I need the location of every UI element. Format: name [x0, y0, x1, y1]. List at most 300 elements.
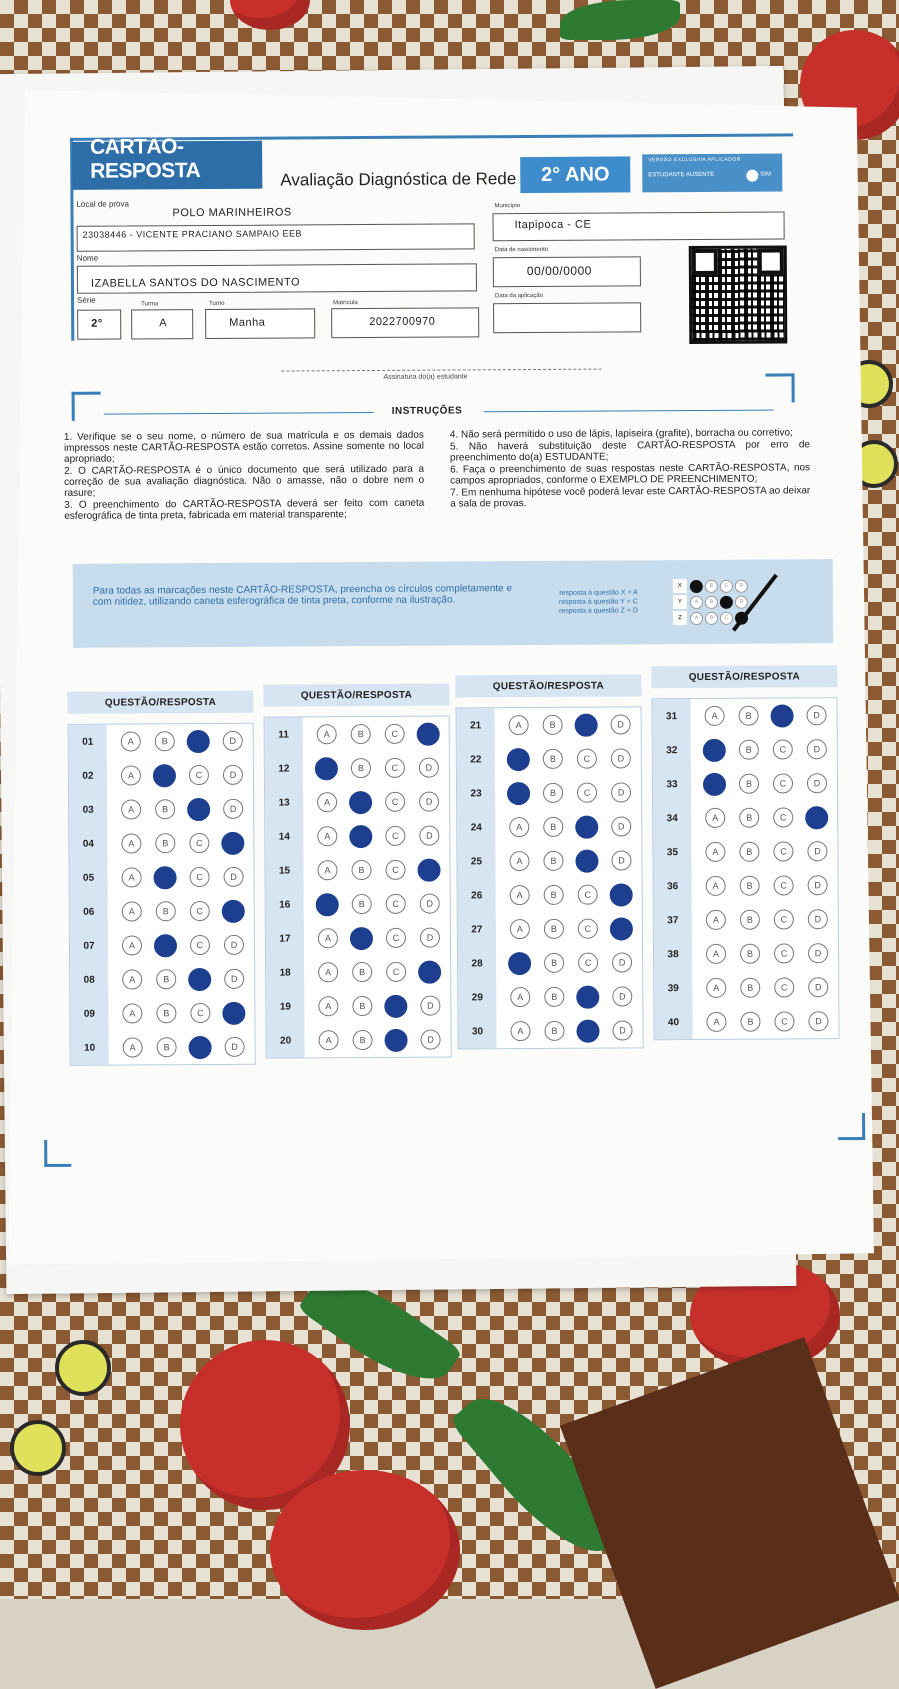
- answer-bubble-a[interactable]: [703, 772, 726, 795]
- answer-block-body: [651, 697, 839, 1040]
- answer-bubble-a[interactable]: A: [510, 919, 530, 939]
- answer-bubble-b[interactable]: [153, 866, 176, 889]
- answer-bubble-a[interactable]: A: [122, 1003, 142, 1023]
- absent-checkbox[interactable]: [746, 170, 758, 182]
- question-number: 23: [470, 787, 482, 799]
- answer-bubble-c[interactable]: [576, 985, 599, 1008]
- answer-bubble-c[interactable]: C: [385, 724, 405, 744]
- question-row: [458, 979, 642, 1014]
- answer-bubble-d[interactable]: D: [420, 928, 440, 948]
- answer-bubble-b[interactable]: B: [739, 842, 759, 862]
- answer-bubble-a[interactable]: A: [705, 808, 725, 828]
- qr-code: [689, 245, 788, 344]
- answer-bubble-b[interactable]: B: [739, 706, 759, 726]
- answer-bubble-c[interactable]: [187, 797, 210, 820]
- example-row-key: Z: [673, 611, 687, 625]
- answer-bubble-a[interactable]: A: [121, 833, 141, 853]
- answer-bubble-b[interactable]: B: [739, 774, 759, 794]
- question-number: 25: [470, 855, 483, 867]
- frame-corner-tl: [72, 392, 101, 421]
- instruction-2: 2. O CARTÃO-RESPOSTA é o único documento que será utilizado para a correção de sua avaliação diagnóstica. Não o amasse, não o dobre nem o rasure;: [64, 463, 425, 499]
- answer-bubble-d[interactable]: [610, 883, 633, 906]
- question-number: 28: [471, 957, 483, 969]
- answer-block: [455, 674, 643, 1049]
- lemon-print: [10, 1420, 66, 1476]
- question-number: 38: [667, 948, 679, 960]
- answer-bubble-a[interactable]: A: [706, 944, 726, 964]
- answer-bubble-a[interactable]: A: [121, 765, 141, 785]
- answer-bubble-c[interactable]: C: [773, 841, 793, 861]
- answer-bubble-a[interactable]: A: [122, 867, 142, 887]
- local-value: POLO MARINHEIROS: [172, 206, 292, 220]
- turno-label: Turno: [209, 300, 225, 307]
- answer-bubble-a[interactable]: A: [509, 715, 529, 735]
- answer-bubble-a[interactable]: A: [317, 860, 337, 880]
- example-bubble-c: C: [720, 611, 733, 624]
- answer-bubble-b[interactable]: B: [543, 783, 563, 803]
- example-bubble-b: B: [705, 611, 718, 624]
- answer-bubble-d[interactable]: D: [419, 758, 439, 778]
- answer-bubble-d[interactable]: D: [225, 1037, 245, 1057]
- answer-bubble-b[interactable]: B: [543, 715, 563, 735]
- example-bubble-c: [720, 595, 733, 608]
- answer-bubble-a[interactable]: A: [317, 724, 337, 744]
- question-number: 13: [278, 796, 290, 809]
- instructions-left: [64, 430, 425, 523]
- answer-bubble-b[interactable]: B: [352, 894, 372, 914]
- answer-bubble-d[interactable]: D: [808, 875, 828, 895]
- question-row: [69, 826, 253, 861]
- answer-bubble-a[interactable]: A: [317, 826, 337, 846]
- answer-bubble-c[interactable]: C: [189, 833, 209, 853]
- question-number: 27: [471, 923, 483, 935]
- answer-bubble-b[interactable]: B: [739, 740, 759, 760]
- answer-bubble-a[interactable]: A: [318, 996, 338, 1016]
- answer-bubble-d[interactable]: [417, 722, 440, 745]
- question-number: 33: [666, 778, 678, 790]
- matricula-label: Matrícula: [333, 300, 358, 307]
- answer-bubble-b[interactable]: [350, 926, 373, 949]
- answer-bubble-c[interactable]: [576, 1019, 599, 1042]
- question-number: 30: [471, 1025, 484, 1037]
- answer-bubble-b[interactable]: B: [544, 885, 564, 905]
- question-row: [457, 843, 641, 878]
- absent-panel: [642, 153, 782, 192]
- answer-bubble-c[interactable]: C: [774, 875, 794, 895]
- answer-bubble-d[interactable]: D: [420, 996, 440, 1016]
- signature-line: [281, 369, 601, 372]
- answer-bubble-a[interactable]: A: [121, 731, 141, 751]
- answer-bubble-b[interactable]: B: [155, 731, 175, 751]
- answer-bubble-a[interactable]: A: [510, 1021, 530, 1041]
- answer-block-title: QUESTÃO/RESPOSTA: [455, 674, 641, 697]
- answer-bubble-c[interactable]: C: [385, 826, 405, 846]
- question-row: [458, 911, 642, 946]
- answer-bubble-b[interactable]: B: [157, 1037, 177, 1057]
- answer-block-title: QUESTÃO/RESPOSTA: [651, 665, 837, 688]
- nome-label: Nome: [76, 253, 99, 263]
- answer-bubble-c[interactable]: C: [774, 977, 794, 997]
- answer-block-body: [68, 723, 256, 1066]
- answer-bubble-d[interactable]: [221, 831, 244, 854]
- answer-bubble-c[interactable]: [575, 815, 598, 838]
- question-number: 01: [82, 736, 94, 748]
- answer-bubble-a[interactable]: A: [318, 928, 338, 948]
- answer-bubble-a[interactable]: [507, 782, 530, 805]
- answer-bubble-c[interactable]: [188, 967, 211, 990]
- answer-bubble-d[interactable]: D: [224, 969, 244, 989]
- question-number: 12: [278, 763, 290, 775]
- legend-line: resposta à questão X = A: [559, 589, 638, 597]
- answer-bubble-b[interactable]: B: [543, 817, 563, 837]
- answer-bubble-b[interactable]: B: [351, 724, 371, 744]
- question-row: [457, 741, 641, 776]
- question-row: [265, 785, 449, 820]
- answer-bubble-a[interactable]: A: [318, 962, 338, 982]
- question-row: [266, 921, 450, 956]
- question-number: 21: [470, 719, 482, 731]
- answer-bubble-c[interactable]: C: [190, 901, 210, 921]
- answer-bubble-d[interactable]: [418, 960, 441, 983]
- fill-example-text: Para todas as marcações neste CARTÃO-RESPOSTA, preencha os círculos completamente e com nitidez, utilizando caneta esferográfica de tinta preta, conforme na ilustração.: [92, 583, 513, 608]
- question-number: 18: [279, 966, 291, 979]
- nascimento-label: Data de nascimento: [494, 246, 549, 254]
- nascimento-value: 00/00/0000: [526, 263, 592, 279]
- question-row: [457, 775, 641, 810]
- question-number: 07: [83, 940, 95, 952]
- answer-bubble-d[interactable]: D: [807, 773, 827, 793]
- question-number: 39: [667, 982, 679, 994]
- answer-bubble-a[interactable]: A: [706, 978, 726, 998]
- question-row: [654, 936, 838, 971]
- instructions-right: [450, 427, 810, 510]
- question-number: 24: [470, 821, 482, 833]
- answer-bubble-c[interactable]: C: [190, 935, 210, 955]
- answer-bubble-d[interactable]: D: [419, 792, 439, 812]
- answer-bubble-c[interactable]: C: [774, 1011, 794, 1031]
- answer-bubble-c[interactable]: C: [385, 860, 405, 880]
- question-row: [458, 945, 642, 980]
- instruction-6: 6. Faça o preenchimento de suas respostas neste CARTÃO-RESPOSTA, nos campos apropriados, conforme o EXEMPLO DE PREENCHIMENTO;: [450, 462, 811, 487]
- question-row: [71, 1030, 255, 1065]
- question-number: 16: [279, 898, 291, 911]
- legend-line: resposta à questão Y = C: [558, 598, 638, 606]
- turma-label: Turma: [141, 301, 159, 308]
- example-bubble-b: B: [705, 579, 718, 592]
- answer-bubble-d[interactable]: D: [612, 952, 632, 972]
- instructions-title: INSTRUÇÕES: [391, 405, 463, 417]
- question-row: [457, 809, 641, 844]
- answer-bubble-a[interactable]: A: [705, 842, 725, 862]
- answer-bubble-c[interactable]: [575, 849, 598, 872]
- answer-bubble-a[interactable]: A: [122, 901, 142, 921]
- question-number: 03: [82, 804, 94, 816]
- serie-label: Série: [77, 295, 96, 305]
- question-row: [653, 732, 837, 767]
- instructions-rule-left: [104, 412, 374, 415]
- answer-bubble-a[interactable]: A: [510, 987, 530, 1007]
- answer-bubble-b[interactable]: B: [351, 758, 371, 778]
- answer-bubble-b[interactable]: B: [155, 833, 175, 853]
- example-bubble-a: A: [690, 611, 703, 624]
- question-row: [265, 751, 449, 786]
- answer-bubble-d[interactable]: [222, 1001, 245, 1024]
- question-number: 31: [665, 710, 678, 722]
- answer-bubble-a[interactable]: A: [122, 935, 142, 955]
- frame-corner-bl: [44, 1140, 71, 1167]
- answer-bubble-c[interactable]: [771, 704, 794, 727]
- question-row: [654, 868, 838, 903]
- answer-bubble-c[interactable]: C: [577, 783, 597, 803]
- answer-bubble-a[interactable]: A: [122, 969, 142, 989]
- question-number: 11: [278, 729, 290, 741]
- answer-bubble-b[interactable]: B: [544, 953, 564, 973]
- answer-bubble-c[interactable]: [575, 713, 598, 736]
- answer-bubble-b[interactable]: B: [543, 749, 563, 769]
- fill-example-legend: [559, 588, 638, 615]
- absent-label: ESTUDANTE AUSENTE: [648, 171, 715, 179]
- answer-bubble-c[interactable]: C: [386, 928, 406, 948]
- question-number: 37: [667, 914, 679, 926]
- answer-bubble-d[interactable]: D: [223, 765, 243, 785]
- question-number: 32: [666, 744, 678, 756]
- aplicacao-field[interactable]: [493, 302, 641, 333]
- answer-bubble-d[interactable]: D: [808, 1011, 828, 1031]
- instruction-1: 1. Verifique se o seu nome, o número de sua matrícula e os demais dados impressos neste CARTÃO-RESPOSTA estão corretos. Assine somente no local apropriado;: [63, 429, 424, 465]
- question-row: [266, 955, 450, 990]
- answer-bubble-b[interactable]: B: [156, 969, 176, 989]
- answer-bubble-a[interactable]: A: [123, 1037, 143, 1057]
- question-number: 10: [84, 1042, 96, 1054]
- answer-bubble-c[interactable]: C: [773, 807, 793, 827]
- answer-bubble-d[interactable]: D: [611, 850, 631, 870]
- answer-bubble-c[interactable]: C: [578, 885, 598, 905]
- answer-bubble-d[interactable]: D: [420, 894, 440, 914]
- answer-bubble-c[interactable]: C: [578, 953, 598, 973]
- question-number: 34: [666, 812, 678, 824]
- answer-bubble-a[interactable]: A: [319, 1030, 339, 1050]
- answer-bubble-c[interactable]: C: [577, 749, 597, 769]
- answer-bubble-c[interactable]: C: [386, 894, 406, 914]
- answer-bubble-a[interactable]: [316, 893, 339, 916]
- answer-bubble-c[interactable]: C: [385, 792, 405, 812]
- answer-bubble-a[interactable]: A: [510, 885, 530, 905]
- answer-bubble-b[interactable]: B: [352, 962, 372, 982]
- example-bubble-d: D: [735, 595, 748, 608]
- answer-bubble-d[interactable]: D: [224, 867, 244, 887]
- answer-bubble-d[interactable]: D: [611, 782, 631, 802]
- answer-bubble-c[interactable]: [189, 1035, 212, 1058]
- answer-bubble-b[interactable]: B: [156, 901, 176, 921]
- answer-bubble-c[interactable]: C: [190, 1003, 210, 1023]
- question-row: [266, 887, 450, 922]
- question-row: [458, 877, 642, 912]
- question-number: 26: [471, 889, 483, 901]
- answer-bubble-a[interactable]: [315, 757, 338, 780]
- answer-bubble-a[interactable]: A: [509, 817, 529, 837]
- instructions-rule-right: [484, 410, 774, 413]
- answer-bubble-b[interactable]: B: [351, 860, 371, 880]
- answer-bubble-a[interactable]: A: [121, 799, 141, 819]
- instruction-5: 5. Não haverá substituição deste CARTÃO-RESPOSTA por erro de preenchimento do(a) ESTUDANTE;: [449, 439, 810, 464]
- tomato-print: [270, 1470, 460, 1630]
- absent-panel-header: VERSÃO EXCLUSIVA APLICADOR: [648, 156, 741, 164]
- answer-bubble-a[interactable]: A: [705, 706, 725, 726]
- answer-bubble-d[interactable]: D: [808, 909, 828, 929]
- answer-bubble-d[interactable]: D: [611, 816, 631, 836]
- answer-bubble-b[interactable]: [349, 824, 372, 847]
- answer-bubble-a[interactable]: A: [706, 876, 726, 896]
- answer-bubble-b[interactable]: [349, 790, 372, 813]
- example-row: [673, 594, 750, 610]
- question-row: [653, 766, 837, 801]
- question-number: 35: [666, 846, 679, 858]
- answer-block-title: QUESTÃO/RESPOSTA: [67, 691, 253, 714]
- answer-bubble-b[interactable]: B: [740, 978, 760, 998]
- grade-badge: 2° ANO: [520, 156, 630, 193]
- municipio-label: Município: [494, 203, 521, 210]
- frame-corner-tr: [766, 373, 795, 402]
- answer-bubble-a[interactable]: [508, 952, 531, 975]
- answer-bubble-d[interactable]: [222, 899, 245, 922]
- question-row: [653, 800, 837, 835]
- question-row: [265, 819, 449, 854]
- question-number: 40: [667, 1016, 680, 1028]
- question-row: [70, 928, 254, 963]
- example-bubble-a: [690, 579, 703, 592]
- answer-bubble-d[interactable]: D: [612, 1020, 632, 1040]
- example-bubble-b: B: [705, 595, 718, 608]
- answer-bubble-b[interactable]: B: [739, 808, 759, 828]
- question-number: 22: [470, 753, 482, 765]
- answer-block: [263, 684, 451, 1059]
- answer-bubble-c[interactable]: C: [190, 867, 210, 887]
- answer-bubble-c[interactable]: C: [385, 758, 405, 778]
- answer-bubble-d[interactable]: D: [807, 841, 827, 861]
- question-number: 36: [667, 880, 679, 892]
- question-row: [458, 1013, 642, 1048]
- answer-bubble-a[interactable]: [507, 748, 530, 771]
- answer-bubble-b[interactable]: B: [740, 876, 760, 896]
- frame-corner-br: [838, 1113, 865, 1140]
- brand-label: CARTÃO-RESPOSTA: [72, 141, 262, 190]
- answer-bubble-d[interactable]: D: [611, 714, 631, 734]
- answer-bubble-b[interactable]: B: [155, 799, 175, 819]
- question-row: [69, 792, 253, 827]
- answer-bubble-d[interactable]: [805, 806, 828, 829]
- answer-block: [67, 691, 255, 1066]
- answer-bubble-c[interactable]: C: [774, 943, 794, 963]
- instruction-3: 3. O preenchimento do CARTÃO-RESPOSTA deverá ser feito com caneta esferográfica de tinta preta, fabricada em material transparente;: [64, 497, 425, 522]
- question-number: 17: [279, 932, 291, 945]
- example-row-key: X: [673, 579, 687, 593]
- answer-bubble-d[interactable]: D: [419, 826, 439, 846]
- answer-bubble-c[interactable]: C: [189, 765, 209, 785]
- answer-bubble-b[interactable]: [153, 764, 176, 787]
- answer-bubble-a[interactable]: A: [317, 792, 337, 812]
- question-row: [652, 698, 836, 733]
- example-bubble-d: D: [735, 579, 748, 592]
- absent-option: SIM: [760, 171, 771, 178]
- answer-bubble-c[interactable]: C: [386, 962, 406, 982]
- answer-bubble-d[interactable]: D: [224, 935, 244, 955]
- question-row: [265, 853, 449, 888]
- answer-bubble-d[interactable]: D: [808, 977, 828, 997]
- answer-bubble-b[interactable]: B: [352, 996, 372, 1016]
- answer-bubble-b[interactable]: B: [353, 1030, 373, 1050]
- answer-bubble-b[interactable]: B: [544, 987, 564, 1007]
- fill-example-panel: [73, 559, 833, 648]
- question-number: 09: [83, 1008, 95, 1020]
- question-number: 20: [279, 1034, 292, 1047]
- aplicacao-label: Data da aplicação: [495, 292, 544, 300]
- question-number: 08: [83, 974, 95, 986]
- answer-card: [42, 125, 868, 1190]
- answer-bubble-d[interactable]: D: [808, 943, 828, 963]
- instruction-7: 7. Em nenhuma hipótese você poderá levar este CARTÃO-RESPOSTA ao deixar a sala de provas.: [450, 485, 811, 510]
- answer-bubble-c[interactable]: C: [773, 773, 793, 793]
- question-number: 19: [279, 1000, 291, 1013]
- nome-value: IZABELLA SANTOS DO NASCIMENTO: [90, 276, 301, 290]
- answer-bubble-d[interactable]: D: [807, 705, 827, 725]
- answer-bubble-d[interactable]: [610, 917, 633, 940]
- answer-bubble-d[interactable]: [417, 858, 440, 881]
- answer-bubble-b[interactable]: B: [543, 851, 563, 871]
- answer-bubble-c[interactable]: C: [774, 909, 794, 929]
- question-row: [654, 902, 838, 937]
- answer-bubble-d[interactable]: D: [223, 799, 243, 819]
- answer-bubble-b[interactable]: B: [740, 910, 760, 930]
- exam-title: Avaliação Diagnóstica de Rede: [280, 169, 517, 190]
- answer-bubble-a[interactable]: A: [706, 1012, 726, 1032]
- school-value: 23038446 - VICENTE PRACIANO SAMPAIO EEB: [82, 228, 303, 240]
- answer-bubble-c[interactable]: [384, 994, 407, 1017]
- answer-bubble-b[interactable]: B: [544, 1021, 564, 1041]
- answer-bubble-a[interactable]: A: [706, 910, 726, 930]
- answer-bubble-d[interactable]: D: [612, 986, 632, 1006]
- answer-bubble-b[interactable]: [154, 934, 177, 957]
- question-number: 06: [83, 906, 95, 918]
- answer-bubble-c[interactable]: [384, 1028, 407, 1051]
- answer-bubble-d[interactable]: D: [421, 1030, 441, 1050]
- question-number: 05: [82, 872, 95, 884]
- question-number: 15: [278, 864, 291, 877]
- answer-bubble-a[interactable]: A: [509, 851, 529, 871]
- answer-bubble-a[interactable]: [703, 738, 726, 761]
- answer-bubble-d[interactable]: D: [807, 739, 827, 759]
- answer-bubble-d[interactable]: D: [223, 731, 243, 751]
- question-row: [70, 894, 254, 929]
- lemon-print: [55, 1340, 111, 1396]
- question-row: [69, 860, 253, 895]
- answer-bubble-c[interactable]: C: [578, 919, 598, 939]
- question-row: [266, 1023, 450, 1058]
- question-row: [265, 717, 449, 752]
- instruction-4: 4. Não será permitido o uso de lápis, lapiseira (grafite), borracha ou corretivo;: [449, 427, 793, 441]
- answer-bubble-b[interactable]: B: [740, 944, 760, 964]
- answer-bubble-b[interactable]: B: [740, 1012, 760, 1032]
- answer-bubble-d[interactable]: D: [611, 748, 631, 768]
- question-number: 02: [82, 770, 94, 782]
- answer-block-body: [456, 706, 644, 1049]
- answer-bubble-b[interactable]: B: [544, 919, 564, 939]
- question-row: [457, 707, 641, 742]
- answer-bubble-b[interactable]: B: [156, 1003, 176, 1023]
- answer-bubble-c[interactable]: [187, 729, 210, 752]
- local-label: Local de prova: [76, 199, 129, 209]
- answer-bubble-c[interactable]: C: [773, 739, 793, 759]
- turma-value: A: [159, 317, 168, 330]
